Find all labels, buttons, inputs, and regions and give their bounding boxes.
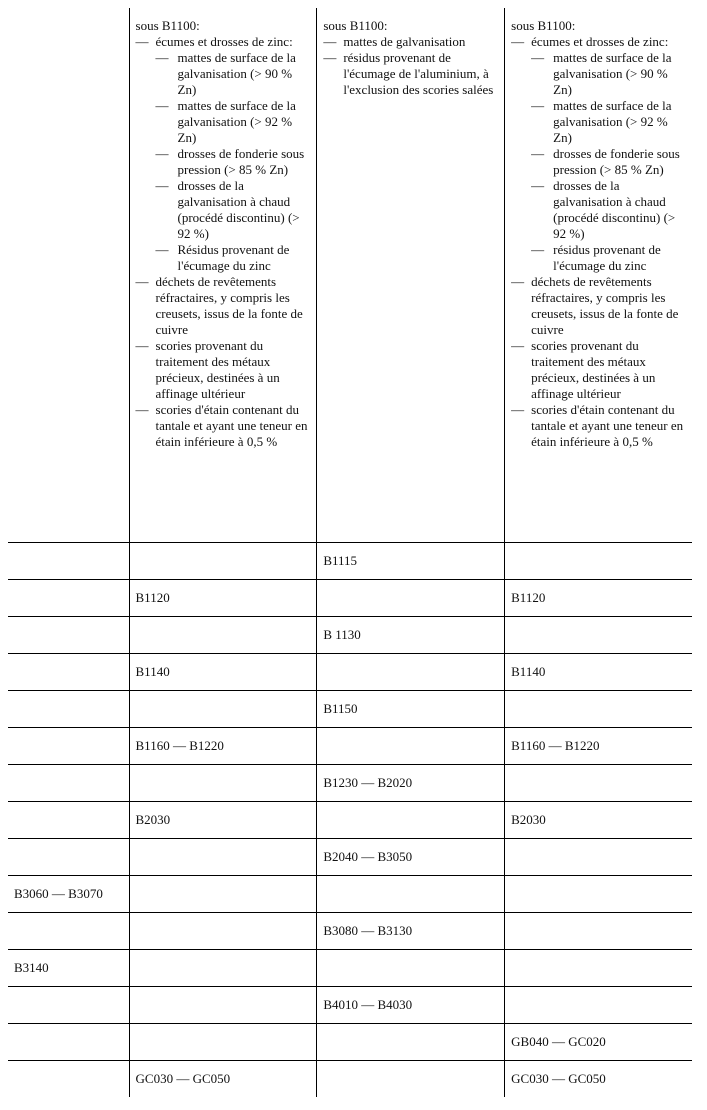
table-cell [317, 802, 505, 839]
table-row [8, 1061, 692, 1098]
code-text [8, 1024, 129, 1034]
table-cell [8, 1061, 129, 1098]
list-item [136, 338, 311, 402]
table-cell [8, 580, 129, 617]
dash-marker: — [323, 50, 337, 65]
table-row [8, 654, 692, 691]
code-text [8, 913, 129, 923]
sub-list [531, 50, 686, 274]
table-cell [8, 691, 129, 728]
code-text [505, 950, 692, 960]
table-cell [129, 913, 317, 950]
sub-list-item [156, 98, 311, 146]
code-text [8, 654, 129, 664]
table-cell [317, 543, 505, 580]
code-text [8, 987, 129, 997]
list-item [511, 274, 686, 338]
table-cell [505, 802, 692, 839]
dash-marker: — [135, 402, 149, 417]
table-cell [129, 728, 317, 765]
code-text [130, 617, 317, 627]
list-item [136, 402, 311, 450]
dash-marker: — [155, 242, 169, 257]
code-text [130, 691, 317, 701]
code-text [130, 1024, 317, 1034]
list-item-text: écumes et drosses de zinc: [531, 34, 669, 49]
list-cell [505, 8, 692, 450]
list-item-text: mattes de galvanisation [343, 34, 466, 49]
table-cell [8, 839, 129, 876]
list-item-text: scories provenant du traitement des métaux précieux, destinées à un affinage ultérieur [531, 338, 656, 401]
table-row [8, 1024, 692, 1061]
cell-heading: sous B1100: [323, 18, 388, 33]
list-item [323, 50, 498, 98]
code-text [505, 691, 692, 701]
code-text [505, 765, 692, 775]
code-text [317, 1061, 504, 1071]
code-text [505, 876, 692, 886]
code-text [317, 876, 504, 886]
sub-list-item-text: Résidus provenant de l'écumage du zinc [177, 242, 290, 273]
code-text [8, 580, 129, 590]
dash-marker: — [323, 34, 337, 49]
dash-marker: — [135, 34, 149, 49]
list-item [323, 34, 498, 50]
code-text: B2040 — B3050 [323, 849, 413, 864]
table-row [8, 987, 692, 1024]
table-cell [129, 1061, 317, 1098]
dash-marker: — [511, 274, 525, 289]
list-item-text: scories d'étain contenant du tantale et ayant une teneur en étain inférieure à 0,5 % [531, 402, 684, 449]
dash-marker: — [531, 98, 545, 113]
sub-list [156, 50, 311, 274]
dash-marker: — [531, 146, 545, 161]
code-text [130, 839, 317, 849]
code-text: B1120 [511, 590, 546, 605]
list-cell [130, 8, 317, 450]
table-row [8, 950, 692, 987]
table-cell [505, 617, 692, 654]
table-row [8, 728, 692, 765]
code-text: GC030 — GC050 [135, 1071, 231, 1086]
table-row [8, 765, 692, 802]
code-text: B3060 — B3070 [14, 886, 103, 901]
code-text: GC030 — GC050 [511, 1071, 606, 1086]
table-cell [8, 876, 129, 913]
table-cell [505, 765, 692, 802]
table-cell [8, 950, 129, 987]
cell-heading: sous B1100: [511, 18, 576, 33]
code-text [317, 802, 504, 812]
dash-marker: — [511, 402, 525, 417]
dash-marker: — [511, 34, 525, 49]
code-text [505, 617, 692, 627]
dash-marker: — [155, 98, 169, 113]
code-text: B1140 [511, 664, 546, 679]
table-cell [129, 8, 317, 543]
code-text: B1230 — B2020 [323, 775, 413, 790]
table-cell [505, 691, 692, 728]
document-page [8, 8, 692, 1097]
waste-codes-table [8, 8, 692, 1097]
code-text: B 1130 [323, 627, 361, 642]
sub-list-item [531, 242, 686, 274]
code-text [317, 1024, 504, 1034]
table-cell [8, 802, 129, 839]
table-cell [129, 654, 317, 691]
sub-list-item [156, 146, 311, 178]
sub-list-item [531, 98, 686, 146]
table-cell [317, 987, 505, 1024]
table-row [8, 580, 692, 617]
code-text [317, 950, 504, 960]
table-cell [129, 802, 317, 839]
table-cell [317, 8, 505, 543]
code-text [130, 950, 317, 960]
code-text [8, 802, 129, 812]
table-cell [8, 654, 129, 691]
dash-marker: — [531, 242, 545, 257]
table-cell [317, 950, 505, 987]
list-item [511, 338, 686, 402]
sub-list-item-text: résidus provenant de l'écumage du zinc [553, 242, 661, 273]
code-text [505, 839, 692, 849]
sub-list-item-text: mattes de surface de la galvanisation (> 92 % Zn) [553, 98, 672, 145]
code-text: B3140 [14, 960, 49, 975]
code-text: B1120 [135, 590, 170, 605]
dash-marker: — [135, 274, 149, 289]
table-cell [317, 913, 505, 950]
list-cell [317, 8, 504, 98]
code-text: GB040 — GC020 [511, 1034, 606, 1049]
table-cell [8, 617, 129, 654]
table-row [8, 913, 692, 950]
dash-marker: — [155, 50, 169, 65]
code-text [8, 691, 129, 701]
table-row [8, 876, 692, 913]
code-text: B1115 [323, 553, 358, 568]
table-cell [317, 765, 505, 802]
table-cell [8, 765, 129, 802]
table-cell [505, 654, 692, 691]
table-cell [317, 1024, 505, 1061]
code-text [8, 617, 129, 627]
table-cell [317, 654, 505, 691]
dash-marker: — [531, 178, 545, 193]
table-cell [129, 617, 317, 654]
code-text [130, 987, 317, 997]
code-text: B1150 [323, 701, 358, 716]
code-text [8, 728, 129, 738]
sub-list-item-text: drosses de la galvanisation à chaud (procédé discontinu) (> 92 %) [553, 178, 676, 241]
table-cell [317, 580, 505, 617]
table-cell [8, 543, 129, 580]
table-cell [8, 1024, 129, 1061]
sub-list-item-text: drosses de la galvanisation à chaud (procédé discontinu) (> 92 %) [177, 178, 300, 241]
bullet-list [136, 34, 311, 450]
table-cell [129, 543, 317, 580]
table-row [8, 8, 692, 543]
bullet-list [323, 34, 498, 98]
code-text [130, 543, 317, 553]
dash-marker: — [135, 338, 149, 353]
table-cell [8, 913, 129, 950]
code-text: B2030 [135, 812, 171, 827]
table-cell [505, 839, 692, 876]
code-text [317, 580, 504, 590]
list-item-text: déchets de revêtements réfractaires, y compris les creusets, issus de la fonte de cuivre [531, 274, 679, 337]
table-cell [505, 987, 692, 1024]
list-item [511, 34, 686, 274]
sub-list-item [156, 50, 311, 98]
list-item-text: scories d'étain contenant du tantale et ayant une teneur en étain inférieure à 0,5 % [155, 402, 308, 449]
code-text: B4010 — B4030 [323, 997, 413, 1012]
bullet-list [511, 34, 686, 450]
table-cell [129, 987, 317, 1024]
table-cell [317, 839, 505, 876]
sub-list-item-text: mattes de surface de la galvanisation (> 90 % Zn) [177, 50, 296, 97]
code-text [8, 839, 129, 849]
code-text [317, 654, 504, 664]
list-item-text: déchets de revêtements réfractaires, y compris les creusets, issus de la fonte de cuivre [155, 274, 303, 337]
table-row [8, 802, 692, 839]
dash-marker: — [155, 178, 169, 193]
sub-list-item-text: mattes de surface de la galvanisation (> 92 % Zn) [177, 98, 296, 145]
table-cell [505, 8, 692, 543]
table-cell [505, 876, 692, 913]
table-cell [8, 728, 129, 765]
table-cell [129, 580, 317, 617]
code-text [505, 913, 692, 923]
sub-list-item-text: drosses de fonderie sous pression (> 85 % Zn) [553, 146, 680, 177]
table-cell [8, 8, 129, 543]
table-row [8, 839, 692, 876]
sub-list-item [531, 146, 686, 178]
sub-list-item [531, 178, 686, 242]
sub-list-item [156, 242, 311, 274]
table-cell [505, 950, 692, 987]
list-item [136, 34, 311, 274]
table-cell [317, 1061, 505, 1098]
code-text: B1160 — B1220 [511, 738, 600, 753]
code-text: B3080 — B3130 [323, 923, 413, 938]
list-item [511, 402, 686, 450]
table-cell [317, 728, 505, 765]
list-item [136, 274, 311, 338]
table-cell [129, 950, 317, 987]
table-cell [505, 543, 692, 580]
code-text [8, 765, 129, 775]
code-text [130, 876, 317, 886]
code-text: B1160 — B1220 [135, 738, 224, 753]
table-row [8, 617, 692, 654]
table-cell [505, 1024, 692, 1061]
code-text [505, 987, 692, 997]
sub-list-item-text: mattes de surface de la galvanisation (> 90 % Zn) [553, 50, 672, 97]
table-cell [505, 913, 692, 950]
code-text: B1140 [135, 664, 170, 679]
table-cell [129, 839, 317, 876]
table-row [8, 543, 692, 580]
table-cell [317, 876, 505, 913]
table-cell [129, 1024, 317, 1061]
cell-heading: sous B1100: [135, 18, 200, 33]
dash-marker: — [511, 338, 525, 353]
table-cell [8, 987, 129, 1024]
code-text [8, 1061, 129, 1071]
table-cell [505, 728, 692, 765]
list-item-text: écumes et drosses de zinc: [155, 34, 293, 49]
code-text [130, 913, 317, 923]
dash-marker: — [531, 50, 545, 65]
table-cell [129, 691, 317, 728]
list-item-text: scories provenant du traitement des métaux précieux, destinées à un affinage ultérieur [155, 338, 280, 401]
code-text [130, 765, 317, 775]
code-text: B2030 [511, 812, 546, 827]
table-cell [317, 617, 505, 654]
table-cell [505, 580, 692, 617]
table-cell [129, 876, 317, 913]
table-cell [317, 691, 505, 728]
sub-list-item [531, 50, 686, 98]
list-item-text: résidus provenant de l'écumage de l'aluminium, à l'exclusion des scories salées [343, 50, 494, 97]
sub-list-item [156, 178, 311, 242]
code-text [505, 543, 692, 553]
code-text [317, 728, 504, 738]
table-cell [129, 765, 317, 802]
sub-list-item-text: drosses de fonderie sous pression (> 85 % Zn) [177, 146, 305, 177]
table-cell [505, 1061, 692, 1098]
dash-marker: — [155, 146, 169, 161]
code-text [8, 543, 129, 553]
table-row [8, 691, 692, 728]
